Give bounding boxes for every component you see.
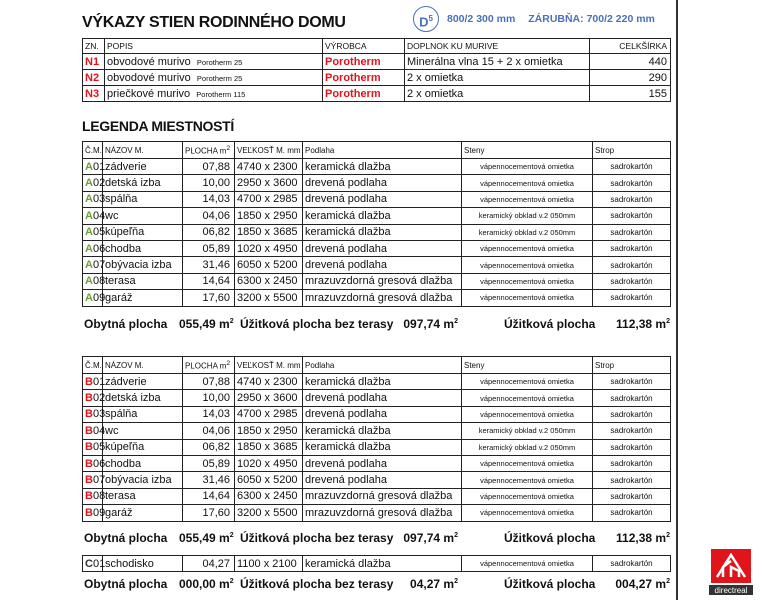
room-name: kúpeľňa: [103, 439, 183, 455]
table-row: [83, 273, 671, 289]
table-row: [83, 423, 671, 439]
room-code: [83, 439, 106, 455]
room-num: 07: [92, 474, 106, 487]
room-size: 3200 x 5500: [235, 505, 303, 521]
room-code: [83, 374, 106, 390]
room-area: 04,27: [183, 556, 235, 572]
room-floor: keramická dlažba: [303, 439, 462, 455]
table-row: [83, 224, 671, 240]
room-letter: B: [85, 457, 93, 470]
table-row: [83, 175, 671, 191]
room-floor: drevená podlaha: [303, 472, 462, 488]
page-title: VÝKAZY STIEN RODINNÉHO DOMU: [82, 14, 346, 31]
room-ceiling: sadrokartón: [593, 374, 671, 390]
col-walls-header: Steny: [462, 142, 593, 159]
walls-header: VÝROBCA: [323, 39, 405, 54]
wall-product: Porotherm 115: [196, 89, 246, 99]
room-ceiling: sadrokartón: [593, 224, 671, 240]
col-name-header: NÁZOV M.: [103, 142, 183, 159]
room-ceiling: sadrokartón: [593, 208, 671, 224]
wall-addon: Minerálna vlna 15 + 2 x omietka: [405, 54, 590, 70]
summary-label-usable-noterrace: Úžitková plocha bez terasy: [240, 577, 394, 591]
room-walls: keramický obklad v.2 050mm: [462, 439, 593, 455]
wall-code: N3: [83, 86, 105, 102]
directreal-logo: [707, 547, 755, 595]
table-row: [83, 472, 671, 488]
room-area: 10,00: [183, 390, 235, 406]
room-code: [83, 159, 106, 175]
room-walls: vápennocementová omietka: [462, 191, 593, 207]
summary-value-living: [179, 531, 234, 545]
room-walls: vápennocementová omietka: [462, 556, 593, 572]
room-letter: A: [85, 226, 93, 239]
room-ceiling: sadrokartón: [593, 488, 671, 504]
col-walls-header: Steny: [462, 357, 593, 374]
room-walls: vápennocementová omietka: [462, 374, 593, 390]
col-floor-header: Podlaha: [303, 142, 462, 159]
legend-title: LEGENDA MIESTNOSTÍ: [82, 118, 234, 134]
room-area: 04,06: [183, 423, 235, 439]
room-code: [83, 273, 106, 289]
room-floor: keramická dlažba: [303, 556, 462, 572]
table-row: [83, 257, 671, 273]
room-name: obývacia izba: [103, 472, 183, 488]
walls-header: DOPLNOK KU MURIVE: [405, 39, 590, 54]
col-name-header: NÁZOV M.: [103, 357, 183, 374]
room-walls: vápennocementová omietka: [462, 257, 593, 273]
room-floor: drevená podlaha: [303, 455, 462, 471]
room-num: 02: [92, 177, 106, 190]
room-num: 03: [92, 193, 106, 206]
room-walls: vápennocementová omietka: [462, 455, 593, 471]
col-size-header: VEĽKOSŤ M. mm: [235, 142, 303, 159]
room-code: [83, 455, 106, 471]
door-label: ZÁRUBŇA:: [528, 13, 584, 25]
room-name: detská izba: [103, 390, 183, 406]
rooms-table-a: [82, 141, 671, 307]
window-dim: 800/2 300 mm: [447, 13, 516, 25]
room-name: detská izba: [103, 175, 183, 191]
room-ceiling: sadrokartón: [593, 556, 671, 572]
col-num-header: Č.M.: [83, 142, 103, 159]
room-num: 08: [92, 275, 106, 288]
table-row: [83, 488, 671, 504]
room-floor: keramická dlažba: [303, 224, 462, 240]
room-code: [83, 472, 106, 488]
summary-value-living-num: 055,49 m: [179, 317, 230, 331]
wall-addon: 2 x omietka: [405, 70, 590, 86]
room-size: 2950 x 3600: [235, 175, 303, 191]
unit-sup: 2: [666, 532, 670, 539]
room-num: 08: [92, 490, 106, 503]
table-row: [83, 455, 671, 471]
col-ceiling-header: Strop: [593, 142, 671, 159]
walls-row: [83, 86, 671, 102]
room-floor: drevená podlaha: [303, 406, 462, 422]
room-walls: vápennocementová omietka: [462, 290, 593, 306]
summary-value-usable-noterrace-num: 04,27 m: [410, 577, 455, 591]
room-letter: A: [85, 160, 93, 173]
room-letter: A: [85, 209, 93, 222]
room-letter: A: [85, 193, 93, 206]
rooms-header-row: [83, 357, 671, 374]
wall-code: N1: [83, 54, 105, 70]
room-walls: vápennocementová omietka: [462, 175, 593, 191]
room-size: 4700 x 2985: [235, 191, 303, 207]
room-size: 3200 x 5500: [235, 290, 303, 306]
unit-sup: 2: [229, 318, 234, 325]
room-letter: A: [85, 259, 93, 272]
room-area: 06,82: [183, 224, 235, 240]
dimension-note: [447, 13, 655, 25]
room-walls: vápennocementová omietka: [462, 472, 593, 488]
room-name: wc: [103, 423, 183, 439]
page-border-right: [676, 0, 678, 600]
room-code: [83, 423, 106, 439]
wall-desc-cell: [105, 54, 323, 70]
room-num: 01: [92, 160, 106, 173]
summary-value-usable: [616, 531, 670, 545]
room-floor: drevená podlaha: [303, 175, 462, 191]
col-area-header: [183, 357, 235, 374]
room-area: 05,89: [183, 455, 235, 471]
table-row: [83, 208, 671, 224]
room-letter: B: [85, 441, 93, 454]
room-area: 05,89: [183, 240, 235, 256]
room-ceiling: sadrokartón: [593, 257, 671, 273]
room-code: [83, 224, 106, 240]
room-area: 31,46: [183, 257, 235, 273]
room-name: chodba: [103, 240, 183, 256]
room-walls: vápennocementová omietka: [462, 505, 593, 521]
room-num: 04: [92, 209, 106, 222]
room-letter: B: [85, 490, 93, 503]
room-code: [83, 390, 106, 406]
room-floor: drevená podlaha: [303, 191, 462, 207]
unit-sup: 2: [666, 578, 670, 585]
room-ceiling: sadrokartón: [593, 390, 671, 406]
room-floor: drevená podlaha: [303, 257, 462, 273]
table-row: [83, 374, 671, 390]
summary-value-usable-num: 004,27 m: [615, 577, 667, 591]
wall-desc: obvodové murivo: [107, 71, 191, 84]
room-code: [83, 290, 106, 306]
table-row: [83, 390, 671, 406]
room-floor: mrazuvzdorná gresová dlažba: [303, 273, 462, 289]
room-walls: vápennocementová omietka: [462, 390, 593, 406]
room-ceiling: sadrokartón: [593, 290, 671, 306]
walls-header: ZN.: [83, 39, 105, 54]
room-area: 04,06: [183, 208, 235, 224]
summary-label-usable-noterrace: Úžitková plocha bez terasy: [240, 317, 394, 331]
room-code: [83, 488, 106, 504]
summary-label-usable: Úžitková plocha: [504, 577, 596, 591]
room-ceiling: sadrokartón: [593, 159, 671, 175]
room-name: schodisko: [103, 556, 183, 572]
room-num: 09: [92, 506, 106, 519]
room-floor: drevená podlaha: [303, 240, 462, 256]
walls-header-row: [83, 39, 671, 54]
unit-sup: 2: [666, 318, 670, 325]
room-size: 6300 x 2450: [235, 273, 303, 289]
unit-sup: 2: [454, 532, 458, 539]
room-walls: keramický obklad v.2 050mm: [462, 423, 593, 439]
room-name: chodba: [103, 455, 183, 471]
room-walls: vápennocementová omietka: [462, 159, 593, 175]
wall-addon: 2 x omietka: [405, 86, 590, 102]
room-size: 6300 x 2450: [235, 488, 303, 504]
room-name: spálňa: [103, 406, 183, 422]
room-ceiling: sadrokartón: [593, 423, 671, 439]
area-sup: 2: [226, 144, 231, 152]
wall-code: N2: [83, 70, 105, 86]
room-walls: keramický obklad v.2 050mm: [462, 224, 593, 240]
rooms-table-b: [82, 356, 671, 522]
room-name: garáž: [103, 505, 183, 521]
room-num: 02: [92, 392, 106, 405]
room-area: 14,03: [183, 191, 235, 207]
room-area: 14,03: [183, 406, 235, 422]
logo-text: directreal: [714, 586, 748, 595]
room-floor: drevená podlaha: [303, 390, 462, 406]
table-row: [83, 406, 671, 422]
room-area: 14,64: [183, 488, 235, 504]
room-size: 4700 x 2985: [235, 406, 303, 422]
room-ceiling: sadrokartón: [593, 472, 671, 488]
room-ceiling: sadrokartón: [593, 439, 671, 455]
room-num: 03: [92, 408, 106, 421]
summary-value-living-num: 055,49 m: [179, 531, 230, 545]
room-walls: keramický obklad v.2 050mm: [462, 208, 593, 224]
walls-table: [82, 38, 671, 102]
room-floor: mrazuvzdorná gresová dlažba: [303, 505, 462, 521]
room-size: 1850 x 3685: [235, 224, 303, 240]
col-floor-header: Podlaha: [303, 357, 462, 374]
room-num: 05: [92, 441, 106, 454]
room-name: kúpeľňa: [103, 224, 183, 240]
summary-value-living: [179, 577, 234, 591]
summary-label-living: Obytná plocha: [84, 317, 168, 331]
summary-value-usable-noterrace: [403, 531, 458, 545]
room-letter: B: [85, 375, 93, 388]
room-num: 01: [92, 375, 106, 388]
room-code: [83, 556, 106, 572]
walls-header: POPIS: [105, 39, 323, 54]
room-ceiling: sadrokartón: [593, 406, 671, 422]
room-area: 10,00: [183, 175, 235, 191]
room-code: [83, 505, 106, 521]
room-size: 1850 x 2950: [235, 208, 303, 224]
unit-sup: 2: [229, 578, 234, 585]
summary-label-usable-noterrace: Úžitková plocha bez terasy: [240, 531, 394, 545]
wall-product: Porotherm 25: [196, 73, 243, 83]
room-area: 14,64: [183, 273, 235, 289]
table-row: [83, 159, 671, 175]
room-size: 1020 x 4950: [235, 240, 303, 256]
wall-maker: Porotherm: [323, 86, 405, 102]
walls-row: [83, 70, 671, 86]
room-floor: mrazuvzdorná gresová dlažba: [303, 488, 462, 504]
room-area: 07,88: [183, 374, 235, 390]
room-name: garáž: [103, 290, 183, 306]
summary-value-usable-noterrace: [410, 577, 458, 591]
room-code: [83, 406, 106, 422]
room-size: 1850 x 3685: [235, 439, 303, 455]
room-name: wc: [103, 208, 183, 224]
summary-value-usable-num: 112,38 m: [616, 317, 667, 331]
table-row: [83, 439, 671, 455]
room-size: 4740 x 2300: [235, 159, 303, 175]
room-size: 6050 x 5200: [235, 257, 303, 273]
unit-sup: 2: [454, 318, 458, 325]
room-name: terasa: [103, 488, 183, 504]
rooms-header-row: [83, 142, 671, 159]
room-num: 01: [92, 557, 106, 570]
walls-header: CELKŠÍRKA: [590, 39, 671, 54]
walls-row: [83, 54, 671, 70]
room-ceiling: sadrokartón: [593, 175, 671, 191]
summary-value-usable-noterrace-num: 097,74 m: [403, 531, 455, 545]
table-row: [83, 556, 671, 572]
room-size: 1020 x 4950: [235, 455, 303, 471]
area-label: PLOCHA m: [185, 361, 227, 371]
room-walls: vápennocementová omietka: [462, 240, 593, 256]
room-letter: A: [85, 242, 93, 255]
room-size: 2950 x 3600: [235, 390, 303, 406]
room-num: 07: [92, 259, 106, 272]
door-badge: [413, 6, 439, 32]
room-floor: mrazuvzdorná gresová dlažba: [303, 290, 462, 306]
room-code: [83, 191, 106, 207]
room-ceiling: sadrokartón: [593, 455, 671, 471]
room-area: 07,88: [183, 159, 235, 175]
room-code: [83, 257, 106, 273]
badge-letter: D: [419, 14, 429, 30]
room-area: 31,46: [183, 472, 235, 488]
wall-desc: obvodové murivo: [107, 55, 191, 68]
room-ceiling: sadrokartón: [593, 191, 671, 207]
room-num: 05: [92, 226, 106, 239]
room-letter: B: [85, 392, 93, 405]
col-area-header: [183, 142, 235, 159]
room-walls: vápennocementová omietka: [462, 488, 593, 504]
area-sup: 2: [226, 359, 231, 367]
badge-sup: 5: [428, 14, 433, 23]
wall-width: 155: [590, 86, 671, 102]
unit-sup: 2: [229, 532, 234, 539]
col-size-header: VEĽKOSŤ M. mm: [235, 357, 303, 374]
wall-product: Porotherm 25: [196, 57, 243, 67]
area-label: PLOCHA m: [185, 146, 227, 156]
room-letter: B: [85, 408, 93, 421]
room-area: 06,82: [183, 439, 235, 455]
table-row: [83, 290, 671, 306]
summary-label-usable: Úžitková plocha: [504, 531, 596, 545]
room-num: 04: [92, 424, 106, 437]
wall-desc-cell: [105, 86, 323, 102]
room-name: spálňa: [103, 191, 183, 207]
summary-value-usable-num: 112,38 m: [616, 531, 667, 545]
room-size: 1850 x 2950: [235, 423, 303, 439]
wall-width: 290: [590, 70, 671, 86]
room-size: 1100 x 2100: [235, 556, 303, 572]
table-row: [83, 240, 671, 256]
room-letter: A: [85, 177, 93, 190]
room-num: 09: [92, 291, 106, 304]
wall-width: 440: [590, 54, 671, 70]
summary-value-usable-noterrace-num: 097,74 m: [403, 317, 455, 331]
wall-maker: Porotherm: [323, 54, 405, 70]
room-ceiling: sadrokartón: [593, 505, 671, 521]
room-letter: B: [85, 474, 93, 487]
wall-desc-cell: [105, 70, 323, 86]
room-name: zádverie: [103, 374, 183, 390]
summary-label-living: Obytná plocha: [84, 531, 168, 545]
room-floor: keramická dlažba: [303, 374, 462, 390]
col-num-header: Č.M.: [83, 357, 103, 374]
room-code: [83, 208, 106, 224]
room-letter: B: [85, 424, 93, 437]
wall-maker: Porotherm: [323, 70, 405, 86]
summary-label-living: Obytná plocha: [84, 577, 168, 591]
room-ceiling: sadrokartón: [593, 240, 671, 256]
summary-value-usable: [616, 317, 670, 331]
unit-sup: 2: [454, 578, 458, 585]
room-walls: vápennocementová omietka: [462, 406, 593, 422]
room-code: [83, 240, 106, 256]
room-code: [83, 175, 106, 191]
summary-value-usable-noterrace: [403, 317, 458, 331]
room-letter: A: [85, 275, 93, 288]
room-name: terasa: [103, 273, 183, 289]
room-letter: B: [85, 506, 93, 519]
room-ceiling: sadrokartón: [593, 273, 671, 289]
room-name: zádverie: [103, 159, 183, 175]
wall-desc: priečkové murivo: [107, 87, 191, 100]
room-walls: vápennocementová omietka: [462, 273, 593, 289]
room-name: obývacia izba: [103, 257, 183, 273]
room-area: 17,60: [183, 290, 235, 306]
summary-value-usable: [615, 577, 670, 591]
room-area: 17,60: [183, 505, 235, 521]
room-floor: keramická dlažba: [303, 159, 462, 175]
summary-value-living: [179, 317, 234, 331]
door-dim: 700/2 220 mm: [586, 13, 655, 25]
room-num: 06: [92, 457, 106, 470]
room-floor: keramická dlažba: [303, 208, 462, 224]
summary-label-usable: Úžitková plocha: [504, 317, 596, 331]
room-size: 4740 x 2300: [235, 374, 303, 390]
table-row: [83, 191, 671, 207]
table-row: [83, 505, 671, 521]
room-letter: A: [85, 291, 93, 304]
room-size: 6050 x 5200: [235, 472, 303, 488]
room-letter: C: [85, 557, 93, 570]
col-ceiling-header: Strop: [593, 357, 671, 374]
room-floor: keramická dlažba: [303, 423, 462, 439]
rooms-table-c: [82, 555, 671, 572]
summary-value-living-num: 000,00 m: [179, 577, 230, 591]
room-num: 06: [92, 242, 106, 255]
